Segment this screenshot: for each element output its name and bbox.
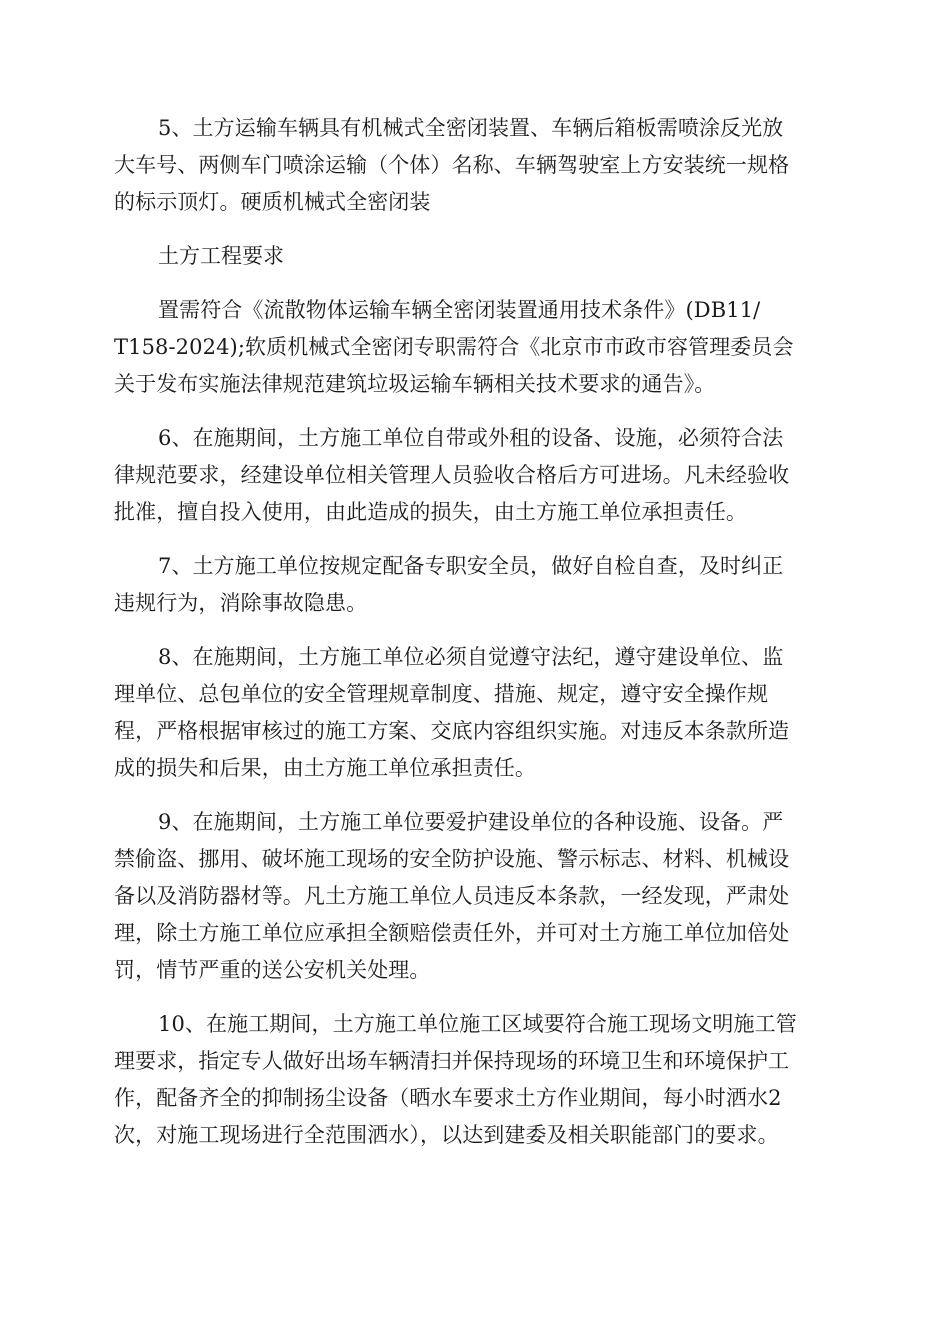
paragraph-line: 5、土方运输车辆具有机械式全密闭装置、车辆后箱板需喷涂反光放 (158, 116, 784, 140)
paragraph-line: 作，配备齐全的抑制扬尘设备（晒水车要求土方作业期间，每小时洒水2 (114, 1086, 782, 1110)
paragraph-line: 批准，擅自投入使用，由此造成的损失，由土方施工单位承担责任。 (114, 500, 747, 524)
section-heading: 土方工程要求 (158, 244, 284, 268)
paragraph-line: 律规范要求，经建设单位相关管理人员验收合格后方可进场。凡未经验收 (114, 463, 790, 487)
paragraph-item-6 (114, 420, 830, 531)
paragraph-line: 9、在施期间，土方施工单位要爱护建设单位的各种设施、设备。严 (158, 810, 784, 834)
paragraph-item-8 (114, 639, 830, 787)
paragraph-line: 程，严格根据审核过的施工方案、交底内容组织实施。对违反本条款所造 (114, 719, 790, 743)
paragraph-line: 6、在施期间，土方施工单位自带或外租的设备、设施，必须符合法 (158, 426, 784, 450)
paragraph-line: 罚，情节严重的送公安机关处理。 (114, 958, 431, 982)
paragraph-line: 理单位、总包单位的安全管理规章制度、措施、规定，遵守安全操作规 (114, 682, 769, 706)
paragraph-line: 大车号、两侧车门喷涂运输（个体）名称、车辆驾驶室上方安装统一规格 (114, 153, 790, 177)
paragraph-line: 10、在施工期间，土方施工单位施工区域要符合施工现场文明施工管 (158, 1012, 797, 1036)
paragraph-line: 8、在施期间，土方施工单位必须自觉遵守法纪，遵守建设单位、监 (158, 645, 784, 669)
paragraph-line: 备以及消防器材等。凡土方施工单位人员违反本条款，一经发现，严肃处 (114, 884, 790, 908)
paragraph-line: 成的损失和后果，由土方施工单位承担责任。 (114, 756, 536, 780)
paragraph-item-7 (114, 548, 830, 622)
paragraph-line: 理要求，指定专人做好出场车辆清扫并保持现场的环境卫生和环境保护工 (114, 1049, 790, 1073)
paragraph-line: 置需符合《流散物体运输车辆全密闭装置通用技术条件》(DB11/ (158, 298, 761, 322)
paragraph-line: 理，除土方施工单位应承担全额赔偿责任外，并可对土方施工单位加倍处 (114, 921, 790, 945)
paragraph-line: 关于发布实施法律规范建筑垃圾运输车辆相关技术要求的通告》。 (114, 372, 716, 396)
paragraph-line: 7、土方施工单位按规定配备专职安全员，做好自检自查，及时纠正 (158, 554, 784, 578)
paragraph-item-5-continued (114, 292, 830, 403)
document-page (114, 110, 830, 1171)
paragraph-item-5 (114, 110, 830, 221)
paragraph-item-9 (114, 804, 830, 989)
paragraph-line: 次，对施工现场进行全范围洒水），以达到建委及相关职能部门的要求。 (114, 1123, 779, 1147)
paragraph-item-10 (114, 1006, 830, 1154)
paragraph-line: 违规行为，消除事故隐患。 (114, 591, 368, 615)
paragraph-line: 的标示顶灯。硬质机械式全密闭装 (114, 190, 431, 214)
paragraph-line: T158-2024);软质机械式全密闭专职需符合《北京市市政市容管理委员会 (114, 335, 794, 359)
paragraph-line: 禁偷盗、挪用、破坏施工现场的安全防护设施、警示标志、材料、机械设 (114, 847, 790, 871)
